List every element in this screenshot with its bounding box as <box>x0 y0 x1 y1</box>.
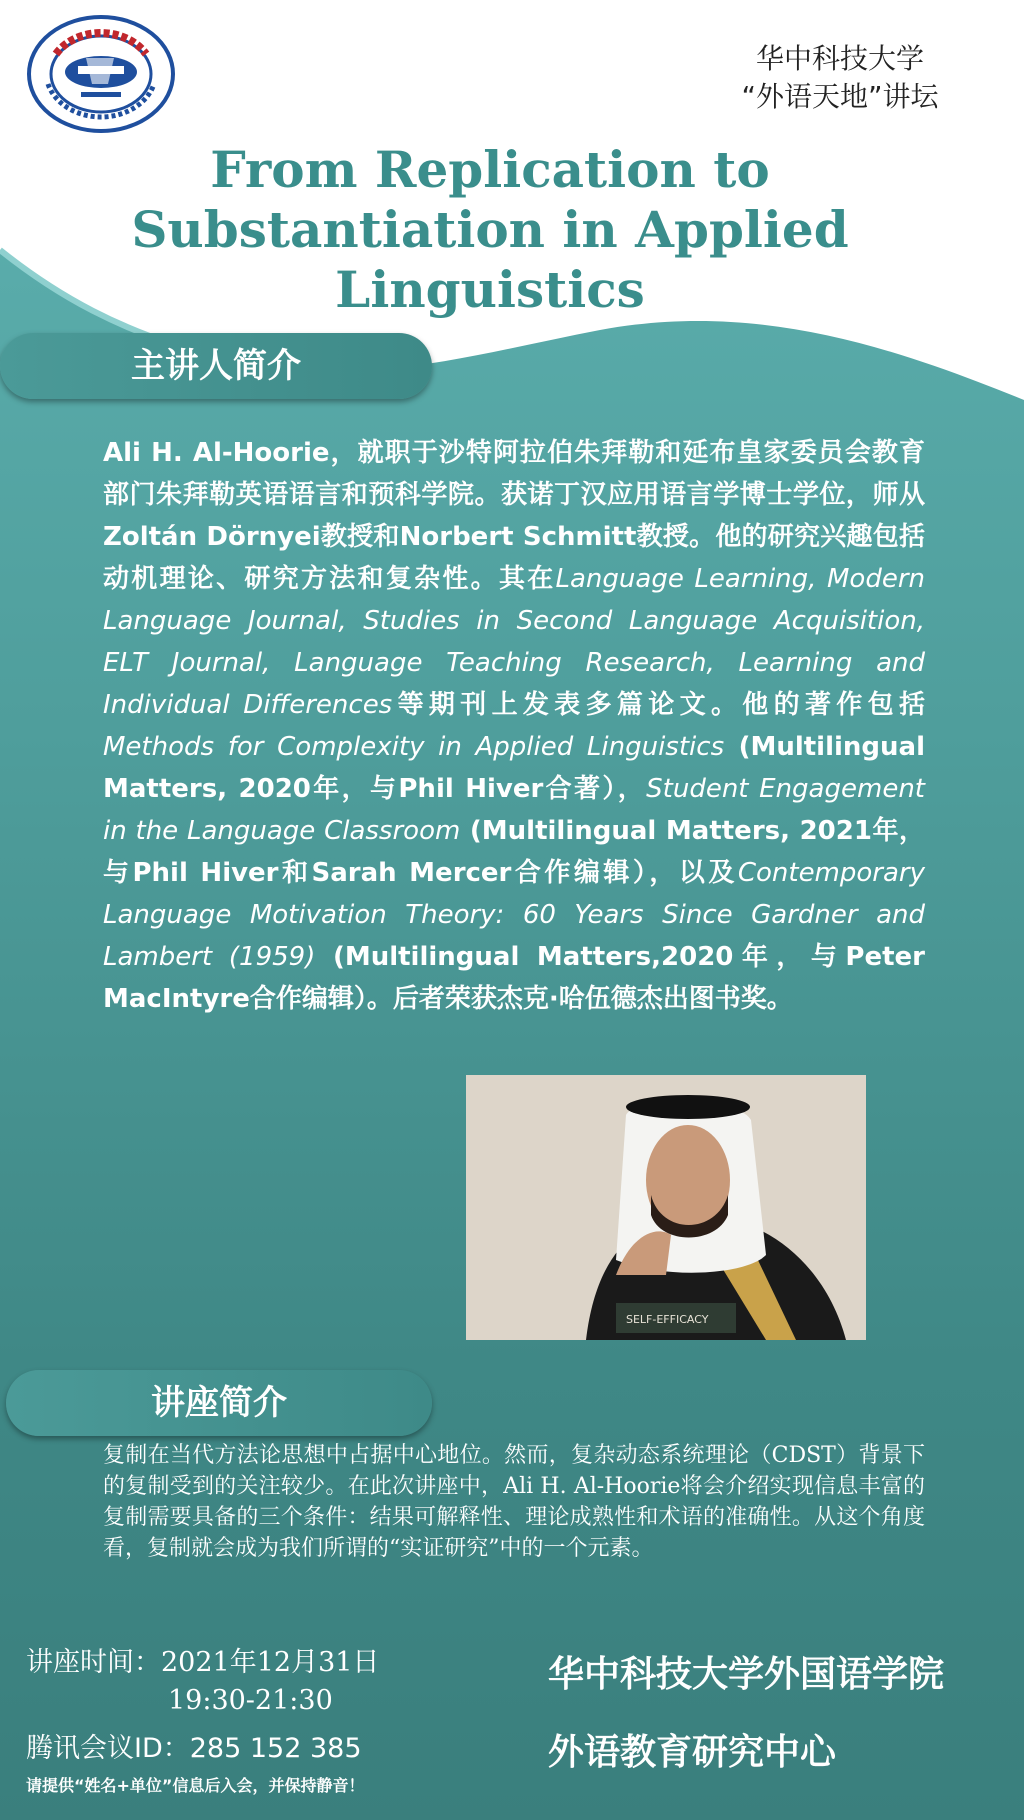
forum-header <box>690 40 990 116</box>
lecture-date: 讲座时间：2021年12月31日 <box>26 1647 380 1678</box>
bio-text: (Multilingual Matters, 2021年，与Phil Hiver和Sarah Mercer合作编辑），以及 <box>103 816 925 888</box>
bio-book-title: Methods for Complexity in Applied Linguistics <box>103 732 725 762</box>
lecture-abstract: 复制在当代方法论思想中占据中心地位。然而，复杂动态系统理论（CDST）背景下的复制受到的关注较少。在此次讲座中，Ali H. Al-Hoorie将会介绍实现信息丰富的复制需要具备的三个条件：结果可解释性、理论成熟性和术语的准确性。从这个角度看，复制就会成为我们所谓的“实证研究”中的一个元素。 <box>103 1443 925 1561</box>
organizer-school: 华中科技大学外国语学院 <box>548 1653 945 1695</box>
lecture-time <box>26 1644 379 1720</box>
bio-text: (Multilingual Matters, 2020年，与Phil Hiver合著）， <box>103 732 925 804</box>
speaker-photo <box>466 1075 866 1340</box>
bio-book-title: Student Engagement in the Language Classroom <box>103 774 925 846</box>
forum-name: “外语天地”讲坛 <box>741 80 939 113</box>
bio-journals: Language Learning, Modern Language Journal, Studies in Second Language Acquisition, ELT Journal, Language Teaching Research, Learning and Individual Differences <box>103 564 925 720</box>
lecture-section-heading: 讲座简介 <box>6 1370 432 1436</box>
meeting-id: 腾讯会议ID：285 152 385 <box>26 1733 362 1764</box>
join-note: 请提供“姓名+单位”信息后入会，并保持静音！ <box>26 1776 365 1795</box>
lecture-time-range: 19:30-21:30 <box>168 1685 333 1716</box>
bio-text: 等期刊上发表多篇论文。他的著作包括 <box>392 690 925 720</box>
bio-book-title: Contemporary Language Motivation Theory: 60 Years Since Gardner and Lambert (1959) <box>103 858 925 972</box>
lecture-title <box>120 140 860 320</box>
bio-text: (Multilingual Matters,2020年，与Peter MacIntyre合作编辑）。后者荣获杰克·哈伍德杰出图书奖。 <box>103 942 925 1014</box>
bio-text: Ali H. Al-Hoorie，就职于沙特阿拉伯朱拜勒和延布皇家委员会教育部门朱拜勒英语语言和预科学院。获诺丁汉应用语言学博士学位，师从Zoltán Dörnyei教授和Norbert Schmitt教授。他的研究兴趣包括动机理论、研究方法和复杂性。其在 <box>103 438 925 594</box>
title-line-2: Substantiation in Applied <box>131 200 849 259</box>
university-logo <box>26 14 176 134</box>
speaker-bio <box>103 432 925 1020</box>
university-name: 华中科技大学 <box>755 42 924 75</box>
speaker-section-heading: 主讲人简介 <box>0 333 432 399</box>
title-line-1: From Replication to <box>210 140 770 199</box>
organizer-center: 外语教育研究中心 <box>548 1731 837 1773</box>
title-line-3: Linguistics <box>335 260 645 319</box>
book-cover-text: SELF-EFFICACY <box>626 1313 709 1326</box>
